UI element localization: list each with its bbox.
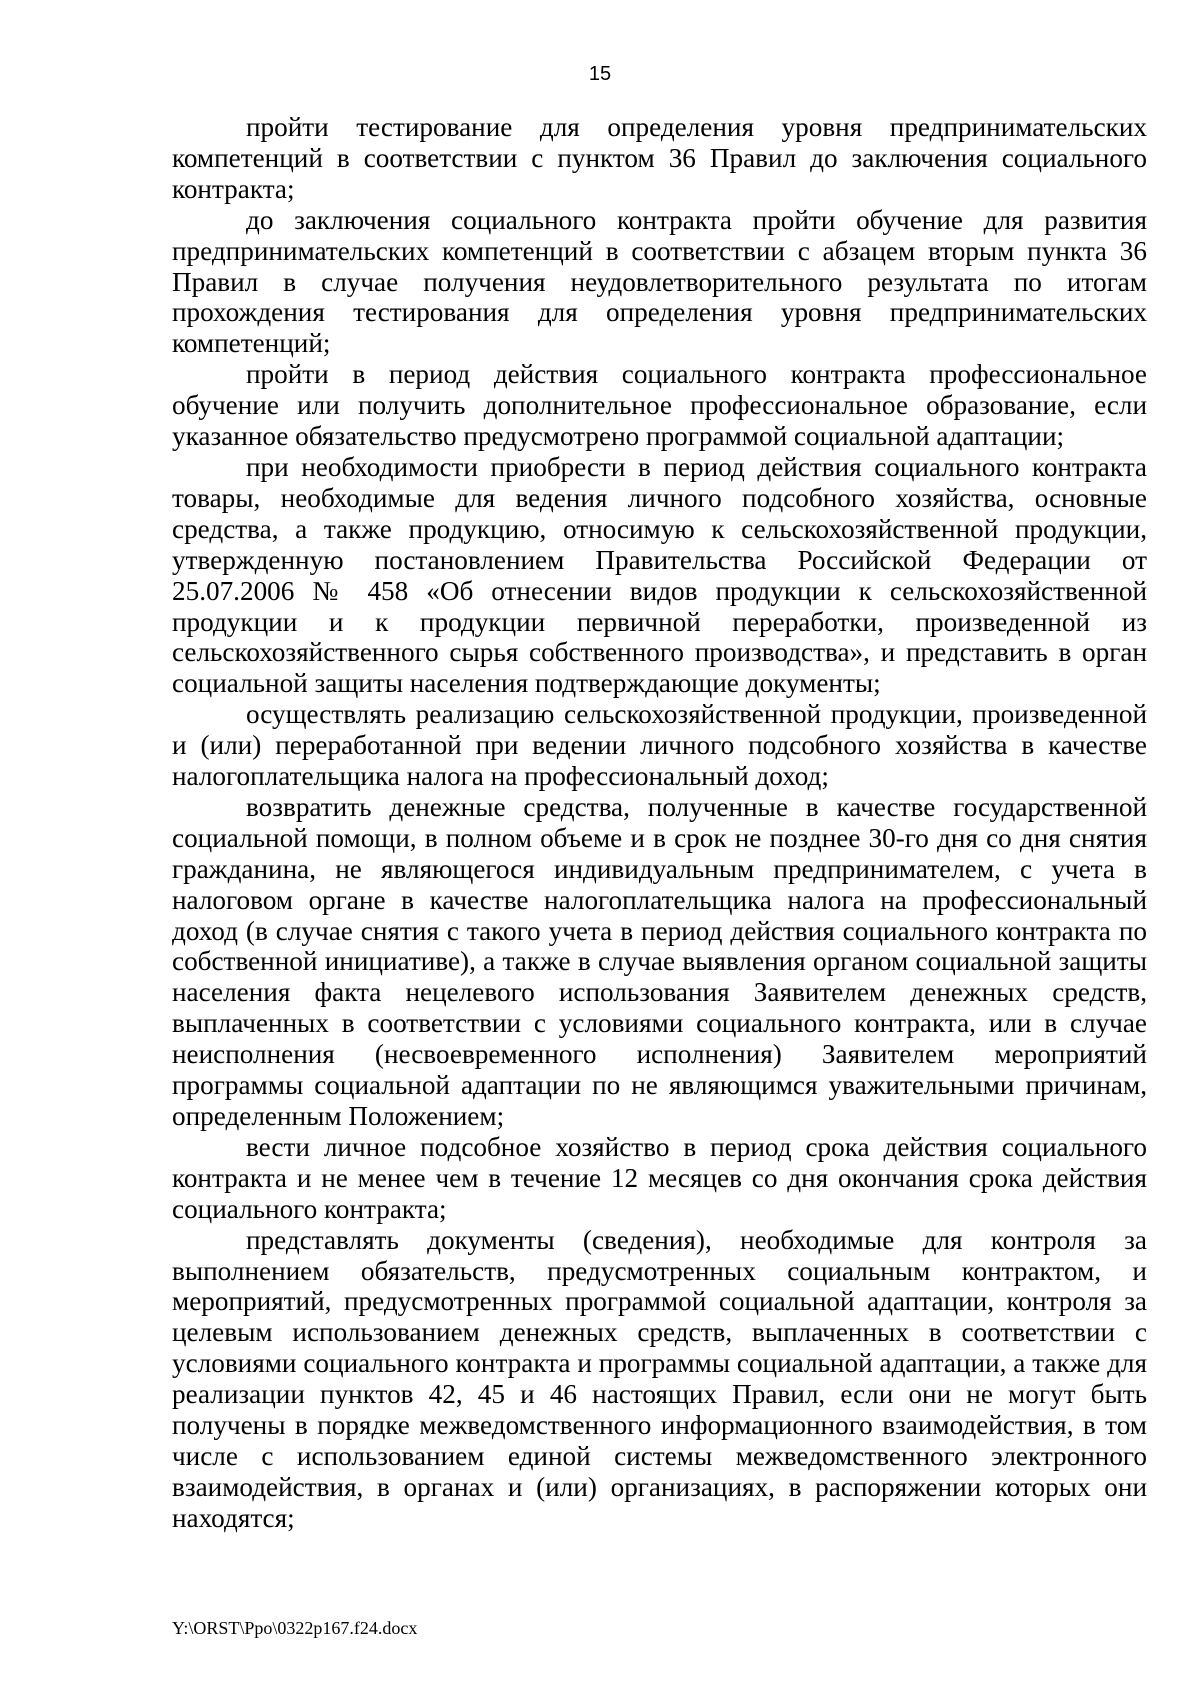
footer-file-path: Y:\ORST\Ppo\0322p167.f24.docx bbox=[172, 1618, 418, 1638]
paragraph: вести личное подсобное хозяйство в период срока действия социального контракта и не менее чем в течение 12 месяцев со дня окончания срока действия социального контракта; bbox=[172, 1131, 1147, 1224]
paragraph: до заключения социального контракта пройти обучение для развития предпринимательских компетенций в соответствии с абзацем вторым пункта 36 Правил в случае получения неудовлетворительного результата по итогам прохождения тестирования для определения уровня предпринимательских компетенций; bbox=[172, 204, 1147, 359]
page-number: 15 bbox=[588, 63, 612, 85]
paragraph: пройти в период действия социального контракта профессиональное обучение или получить дополнительное профессиональное образование, если указанное обязательство предусмотрено программой социальной адаптации; bbox=[172, 359, 1147, 452]
paragraph: возвратить денежные средства, полученные в качестве государственной социальной помощи, в полном объеме и в срок не позднее 30-го дня со дня снятия гражданина, не являющегося индивидуальным предпринимателем, с учета в налоговом органе в качестве налогоплательщика налога на профессиональный доход (в случае снятия с такого учета в период действия социального контракта по собственной инициативе), а также в случае выявления органом социальной защиты населения факта нецелевого использования Заявителем денежных средств, выплаченных в соответствии с условиями социального контракта, или в случае неисполнения (несвоевременного исполнения) Заявителем мероприятий программы социальной адаптации по не являющимся уважительными причинам, определенным Положением; bbox=[172, 791, 1147, 1131]
paragraph: при необходимости приобрести в период действия социального контракта товары, необходимые для ведения личного подсобного хозяйства, основные средства, а также продукцию, относимую к сельскохозяйственной продукции, утвержденную постановлением Правительства Российской Федерации от 25.07.2006 № 458 «Об отнесении видов продукции к сельскохозяйственной продукции и к продукции первичной переработки, произведенной из сельскохозяйственного сырья собственного производства», и представить в орган социальной защиты населения подтверждающие документы; bbox=[172, 451, 1147, 699]
paragraph: представлять документы (сведения), необходимые для контроля за выполнением обязательств, предусмотренных социальным контрактом, и мероприятий, предусмотренных программой социальной адаптации, контроля за целевым использованием денежных средств, выплаченных в соответствии с условиями социального контракта и программы социальной адаптации, а также для реализации пунктов 42, 45 и 46 настоящих Правил, если они не могут быть получены в порядке межведомственного информационного взаимодействия, в том числе с использованием единой системы межведомственного электронного взаимодействия, в органах и (или) организациях, в распоряжении которых они находятся; bbox=[172, 1224, 1147, 1533]
paragraph: пройти тестирование для определения уровня предпринимательских компетенций в соответствии с пунктом 36 Правил до заключения социального контракта; bbox=[172, 112, 1147, 204]
document-body bbox=[172, 112, 1147, 1534]
paragraph: осуществлять реализацию сельскохозяйственной продукции, произведенной и (или) переработанной при ведении личного подсобного хозяйства в качестве налогоплательщика налога на профессиональный доход; bbox=[172, 699, 1147, 792]
